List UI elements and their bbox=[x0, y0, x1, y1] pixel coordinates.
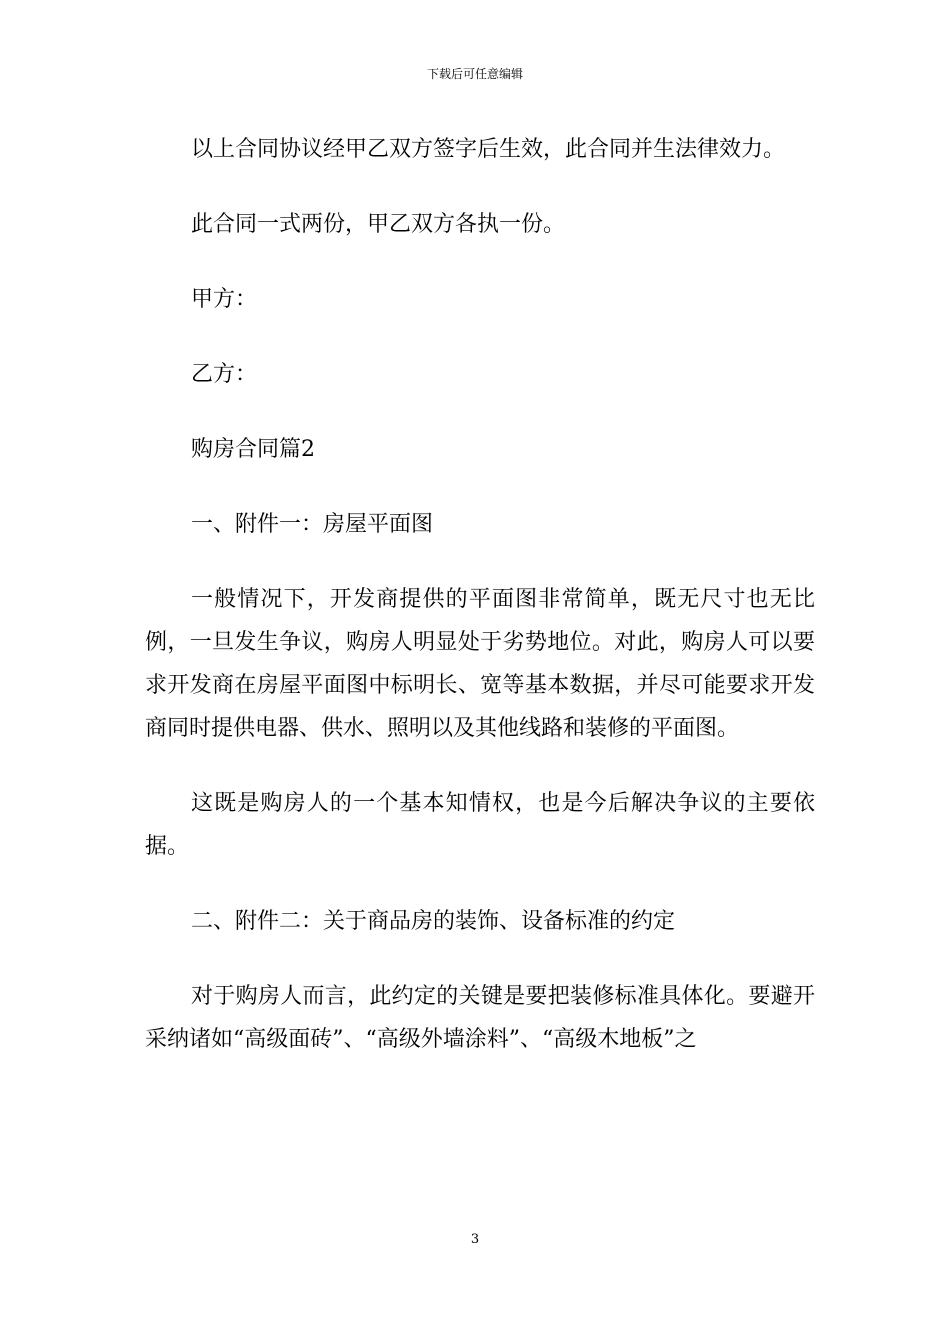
page-number: 3 bbox=[470, 1232, 480, 1247]
heading-attachment-two: 二、附件二：关于商品房的装饰、设备标准的约定 bbox=[191, 909, 676, 934]
paragraph-party-a: 甲方： bbox=[191, 287, 258, 312]
heading-attachment-one: 一、附件一：房屋平面图 bbox=[191, 512, 434, 537]
paragraph-effect-clause: 以上合同协议经甲乙双方签字后生效，此合同并生法律效力。 bbox=[191, 137, 786, 162]
document-body bbox=[145, 128, 815, 1093]
section-title: 购房合同篇2 bbox=[191, 437, 315, 462]
paragraph-party-b: 乙方： bbox=[191, 362, 258, 387]
paragraph-decoration-standards: 对于购房人而言，此约定的关键是要把装修标准具体化。要避开采纳诸如“高级面砖”、“高级外墙涂料”、“高级木地板”之 bbox=[145, 984, 815, 1052]
paragraph-floor-plan: 一般情况下，开发商提供的平面图非常简单，既无尺寸也无比例，一旦发生争议，购房人明显处于劣势地位。对此，购房人可以要求开发商在房屋平面图中标明长、宽等基本数据，并尽可能要求开发商同时提供电器、供水、照明以及其他线路和装修的平面图。 bbox=[145, 587, 815, 741]
page-header: 下载后可任意编辑 bbox=[426, 67, 523, 81]
paragraph-right-to-know: 这既是购房人的一个基本知情权，也是今后解决争议的主要依据。 bbox=[145, 791, 815, 859]
paragraph-copies-clause: 此合同一式两份，甲乙双方各执一份。 bbox=[191, 212, 566, 237]
